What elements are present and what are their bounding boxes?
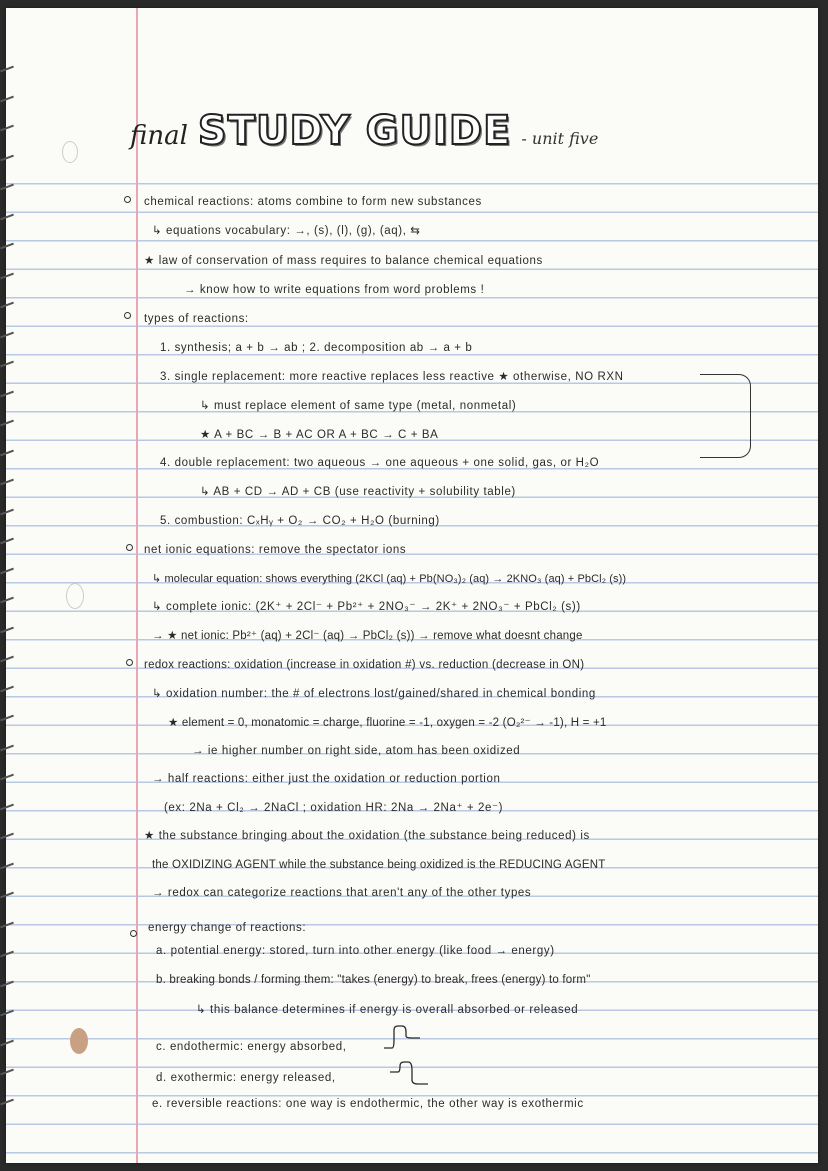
note-line: → ie higher number on right side, atom has been oxidized <box>192 745 521 757</box>
note-line: ↳ AB + CD → AD + CB (use reactivity + solubility table) <box>200 486 516 498</box>
note-line: → redox can categorize reactions that aren't any of the other types <box>152 887 532 899</box>
title-block-letters: STUDY GUIDE <box>197 108 512 154</box>
note-line: e. reversible reactions: one way is endothermic, the other way is exothermic <box>152 1098 584 1110</box>
endothermic-graph-icon <box>380 1022 424 1052</box>
note-line: → ★ net ionic: Pb²⁺ (aq) + 2Cl⁻ (aq) → PbCl₂ (s)) → remove what doesnt change <box>152 630 583 642</box>
note-line: types of reactions: <box>144 313 249 325</box>
note-line: ↳ must replace element of same type (metal, nonmetal) <box>200 400 517 412</box>
note-line: ★ the substance bringing about the oxidation (the substance being reduced) is <box>144 830 590 842</box>
note-line: c. endothermic: energy absorbed, <box>156 1041 347 1053</box>
note-line: 5. combustion: CₓHᵧ + O₂ → CO₂ + H₂O (burning) <box>160 515 440 527</box>
note-line: 4. double replacement: two aqueous → one aqueous + one solid, gas, or H₂O <box>160 457 600 469</box>
exothermic-graph-icon <box>388 1058 432 1088</box>
note-line: ↳ molecular equation: shows everything (2KCl (aq) + Pb(NO₃)₂ (aq) → 2KNO₃ (aq) + PbCl₂ (s)) <box>152 573 627 585</box>
bullet-icon <box>126 659 133 666</box>
note-line: ↳ equations vocabulary: →, (s), (l), (g), (aq), ⇆ <box>152 225 421 237</box>
note-line: b. breaking bonds / forming them: "takes (energy) to break, frees (energy) to form" <box>156 974 591 986</box>
note-line: energy change of reactions: <box>148 922 307 934</box>
bullet-icon <box>124 196 131 203</box>
connector-bracket <box>700 374 751 458</box>
note-line: → half reactions: either just the oxidation or reduction portion <box>152 773 501 785</box>
note-line: redox reactions: oxidation (increase in oxidation #) vs. reduction (decrease in ON) <box>144 659 585 671</box>
note-line: 3. single replacement: more reactive replaces less reactive ★ otherwise, NO RXN <box>160 371 624 383</box>
note-line: ↳ oxidation number: the # of electrons lost/gained/shared in chemical bonding <box>152 688 596 700</box>
bullet-icon <box>124 312 131 319</box>
note-line: (ex: 2Na + Cl₂ → 2NaCl ; oxidation HR: 2Na → 2Na⁺ + 2e⁻) <box>164 802 504 814</box>
title-cursive: final <box>130 121 188 151</box>
bullet-icon <box>130 930 137 937</box>
note-line: net ionic equations: remove the spectator ions <box>144 544 407 556</box>
note-line: ★ A + BC → B + AC OR A + BC → C + BA <box>200 429 439 441</box>
note-line: ↳ complete ionic: (2K⁺ + 2Cl⁻ + Pb²⁺ + 2NO₃⁻ → 2K⁺ + 2NO₃⁻ + PbCl₂ (s)) <box>152 601 581 613</box>
note-line: ★ element = 0, monatomic = charge, fluorine = -1, oxygen = -2 (O₂²⁻ → -1), H = +1 <box>168 717 607 729</box>
note-line: → know how to write equations from word problems ! <box>184 284 485 296</box>
note-line: the OXIDIZING AGENT while the substance being oxidized is the REDUCING AGENT <box>152 859 606 871</box>
note-line: d. exothermic: energy released, <box>156 1072 336 1084</box>
bullet-icon <box>126 544 133 551</box>
title-unit: - unit five <box>521 129 599 148</box>
note-line: ↳ this balance determines if energy is overall absorbed or released <box>196 1004 579 1016</box>
note-line: chemical reactions: atoms combine to form new substances <box>144 196 482 208</box>
note-line: a. potential energy: stored, turn into other energy (like food → energy) <box>156 945 555 957</box>
note-line: 1. synthesis; a + b → ab ; 2. decomposition ab → a + b <box>160 342 473 354</box>
note-line: ★ law of conservation of mass requires to balance chemical equations <box>144 255 543 267</box>
